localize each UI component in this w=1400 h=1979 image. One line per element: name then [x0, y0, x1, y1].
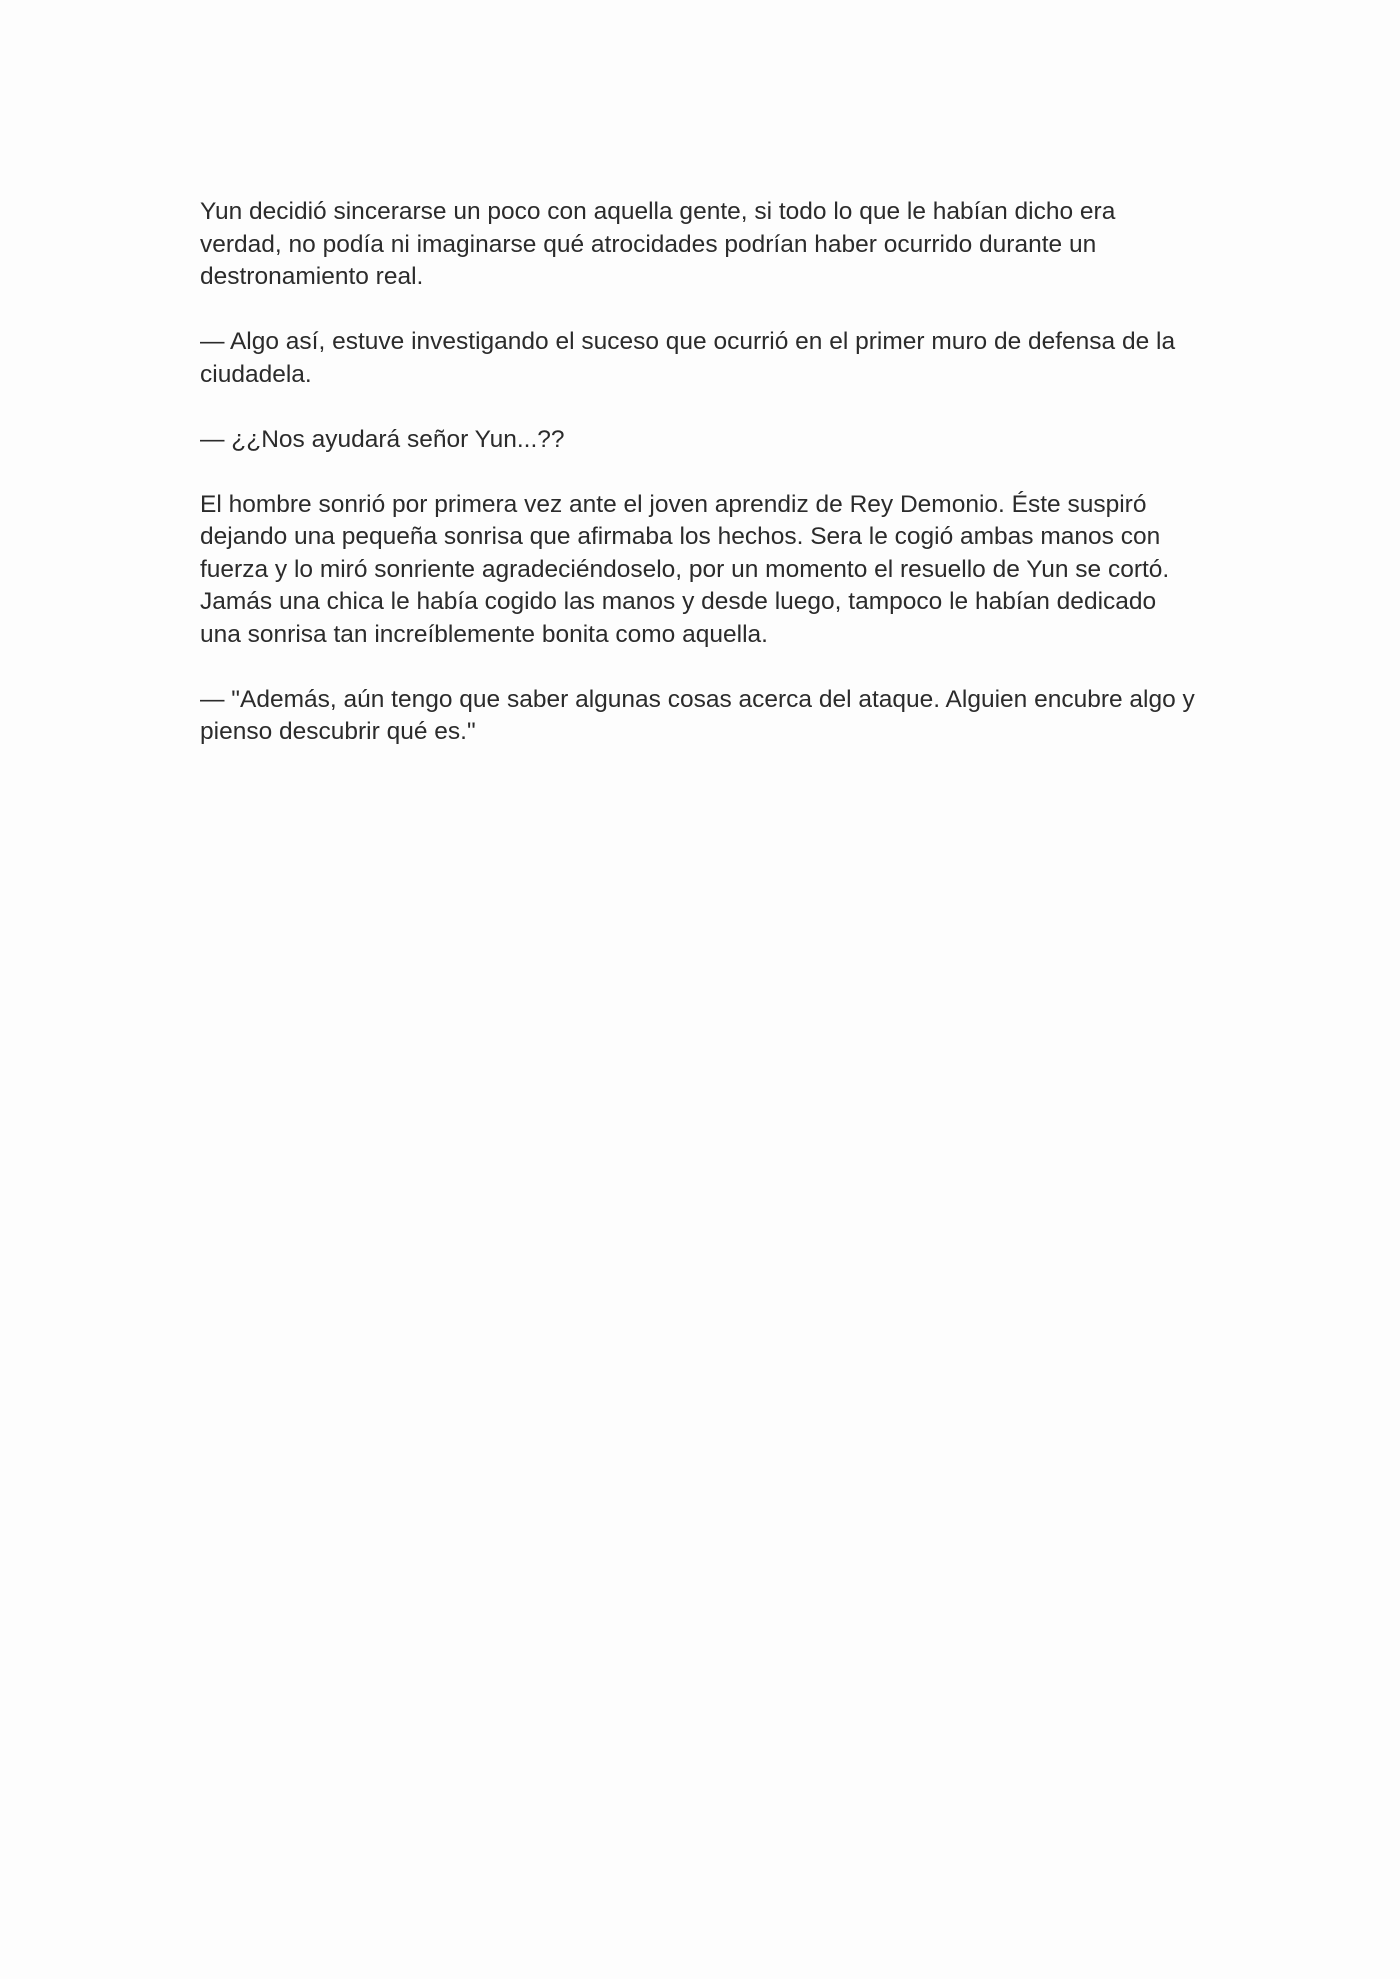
paragraph-dialogue-1: — Algo así, estuve investigando el suceso que ocurrió en el primer muro de defensa de la ciudadela.	[200, 328, 1176, 388]
paragraph-narration-2: El hombre sonrió por primera vez ante el joven aprendiz de Rey Demonio. Éste suspiró dejando una pequeña sonrisa que afirmaba los hechos. Sera le cogió ambas manos con fuerza y lo miró sonriente agradeciéndoselo, por un momento el resuello de Yun se cortó. Jamás una chica le había cogido las manos y desde luego, tampoco le habían dedicado una sonrisa tan increíblemente bonita como aquella.	[200, 490, 1170, 648]
document-body	[200, 196, 1200, 749]
paragraph-narration-1: Yun decidió sincerarse un poco con aquella gente, si todo lo que le habían dicho era verdad, no podía ni imaginarse qué atrocidades podrían haber ocurrido durante un destronamiento real.	[200, 198, 1116, 290]
paragraph-dialogue-3: — "Además, aún tengo que saber algunas cosas acerca del ataque. Alguien encubre algo y pienso descubrir qué es."	[200, 685, 1195, 745]
paragraph-dialogue-2: — ¿¿Nos ayudará señor Yun...??	[200, 425, 565, 453]
